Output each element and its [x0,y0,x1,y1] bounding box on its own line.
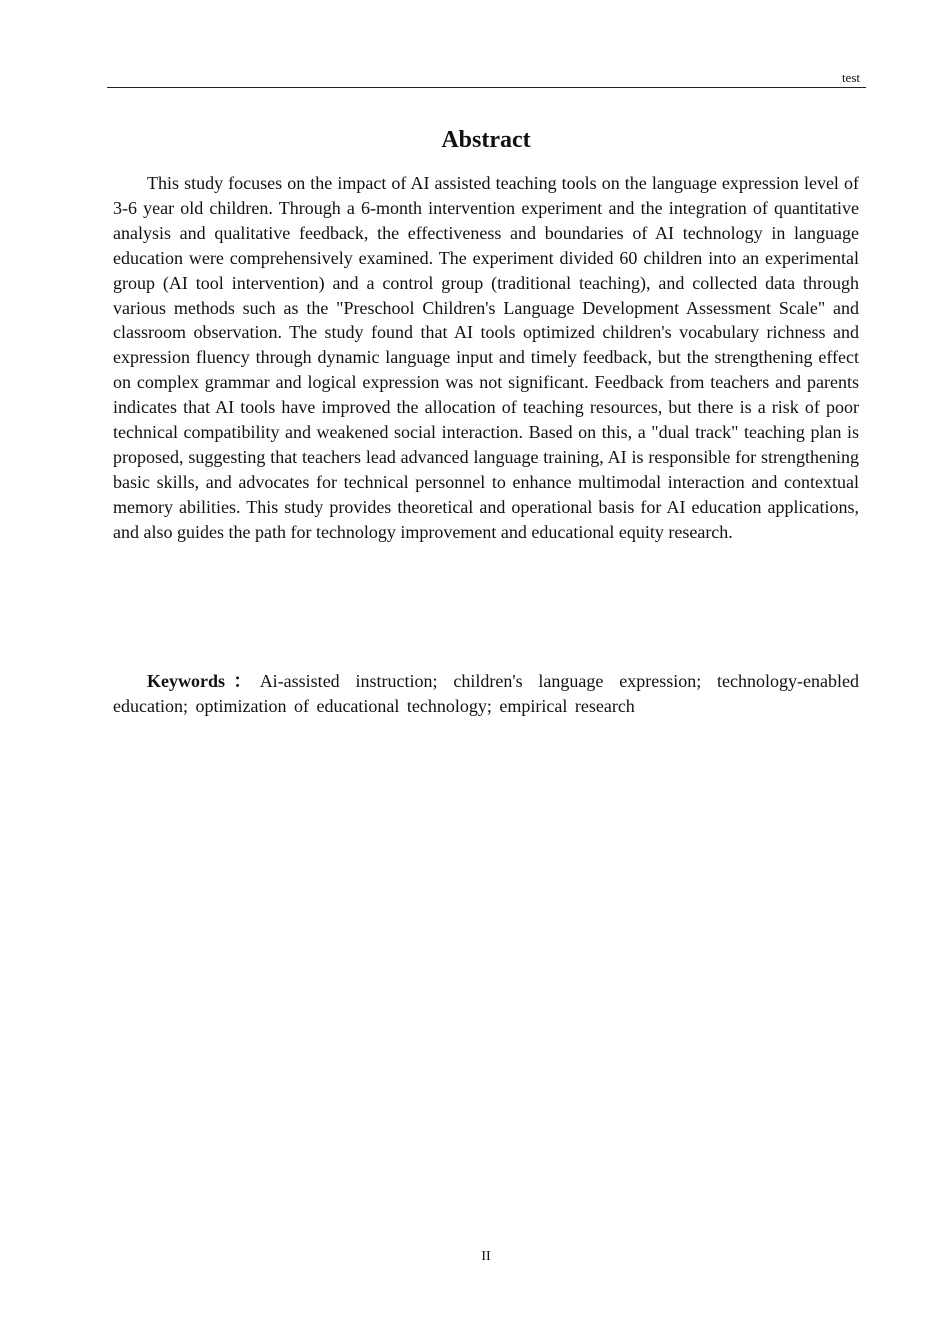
header-divider [107,87,866,88]
page-number: II [481,1249,491,1264]
abstract-body: This study focuses on the impact of AI assisted teaching tools on the language expression level of 3-6 year old children. Through a 6-month intervention experiment and the integration of quantitative analysis and qualitative feedback, the effectiveness and boundaries of AI technology in language education were comprehensively examined. The experiment divided 60 children into an experimental group (AI tool intervention) and a control group (traditional teaching), and collected data through various methods such as the "Preschool Children's Language Development Assessment Scale" and classroom observation. The study found that AI tools optimized children's vocabulary richness and expression fluency through dynamic language input and timely feedback, but the strengthening effect on complex grammar and logical expression was not significant. Feedback from teachers and parents indicates that AI tools have improved the allocation of teaching resources, but there is a risk of poor technical compatibility and weakened social interaction. Based on this, a "dual track" teaching plan is proposed, suggesting that teachers lead advanced language training, AI is responsible for strengthening basic skills, and advocates for technical personnel to enhance multimodal interaction and contextual memory abilities. This study provides theoretical and operational basis for AI education applications, and also guides the path for technology improvement and educational equity research. [113,173,859,542]
keywords-label: Keywords： [147,671,260,691]
keywords-text: Ai-assisted instruction; children's language expression; technology-enabled education; optimization of educational technology; empirical research [113,671,859,716]
running-header: test [841,70,860,85]
abstract-title: Abstract [441,127,531,153]
keywords-paragraph [113,669,859,719]
